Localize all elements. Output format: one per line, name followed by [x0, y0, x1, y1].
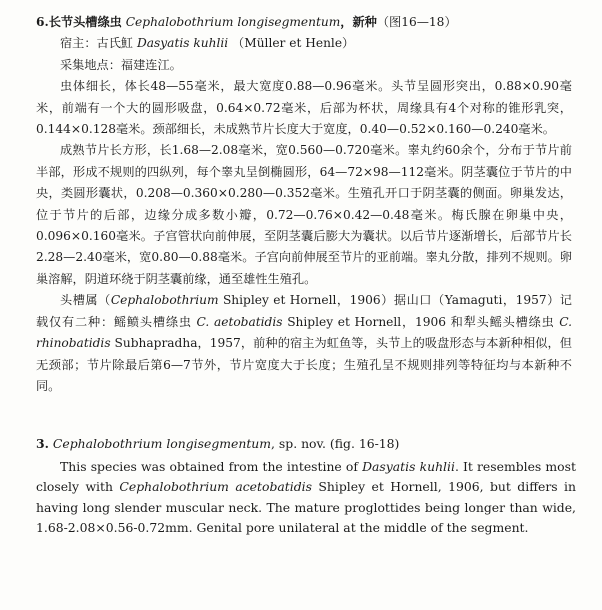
- description-paragraph-1: 虫体细长，体长48—55毫米，最大宽度0.88—0.96毫米。头节呈圆形突出，0.88×0.90毫米，前端有一个大的圆形吸盘，0.64×0.72毫米，后部为杯状，周缘具有4个对称的锥形乳突，0.144×0.128毫米。颈部细长，未成熟节片长度大于宽度，0.40—0.52×0.160—0.240毫米。: [36, 79, 572, 137]
- host-label: 宿主：古氏魟: [60, 36, 134, 51]
- discussion-text-d: Subhapradha，1957，前种的宿主为虹鱼等，头节上的吸盘形态与本新种相似，但无颈部；节片除最后第6—7节外，节片宽度大于长度；生殖孔呈不规则排列等特征均与本新种不同。: [36, 336, 572, 393]
- species-aetobatidis: C. aetobatidis: [196, 314, 283, 329]
- species-status: ，新种: [340, 15, 377, 29]
- host-authority: （Müller et Henle）: [232, 36, 355, 51]
- summary-species-latin: Cephalobothrium longisegmentum: [52, 436, 272, 451]
- summary-status: , sp. nov. (fig. 16-18): [271, 436, 400, 451]
- chinese-description: [36, 12, 572, 397]
- english-summary: [36, 434, 576, 538]
- description-paragraph-2: 成熟节片长方形，长1.68—2.08毫米，宽0.560—0.720毫米。睾丸约60余个，分布于节片前半部，形成不规则的四纵列，每个睾丸呈倒椭圆形，64—72×98—112毫米。阴茎囊位于节片的中央，类圆形囊状，0.208—0.360×0.280—0.352毫米。生殖孔开口于阴茎囊的侧面。卵巢发达，位于节片的后部，边缘分成多数小瓣，0.72—0.76×0.42—0.48毫米。梅氏腺在卵巢中央，0.096×0.160毫米。子宫管状向前伸展，至阴茎囊后膨大为囊状。以后节片逐渐增长，后部节片长2.28—2.40毫米，宽0.80—0.88毫米。子宫向前伸展至节片的亚前端。睾丸分散，排列不规则。卵巢溶解，阴道环绕于阴茎囊前缘，通至雄性生殖孔。: [36, 143, 572, 286]
- species-number: 6.: [36, 15, 49, 29]
- species-name-zh: 长节头槽绦虫: [48, 15, 122, 29]
- host-line: [36, 33, 572, 54]
- discussion-paragraph: [36, 290, 572, 397]
- host-latin: Dasyatis kuhlii: [137, 36, 229, 51]
- locality-line: 采集地点：福建连江。: [60, 57, 182, 72]
- summary-paragraph: [36, 457, 576, 538]
- summary-compared-species: Cephalobothrium acetobatidis: [119, 479, 312, 495]
- summary-number: 3.: [36, 436, 49, 451]
- species-rhinobatidis: C. rhinobatidis: [36, 314, 573, 351]
- species-name-latin: Cephalobothrium longisegmentum: [125, 15, 341, 29]
- discussion-text-b: Shipley et Hornell，1906）据山口（Yamaguti，1957）记载仅有二种：鳐鲼头槽绦虫: [36, 293, 572, 329]
- summary-text-c: Shipley et Hornell, 1906, but differs in having long slender muscular neck. The mature proglottides being longer than wide, 1.68-2.08×0.56-0.72mm. Genital pore unilateral at the middle of the segment.: [36, 479, 576, 535]
- summary-text-b: . It resembles most closely with: [36, 459, 576, 495]
- discussion-text-a: 头槽属（: [60, 293, 111, 308]
- species-heading-zh: [36, 12, 572, 33]
- discussion-text-c: Shipley et Hornell，1906 和犁头鳐头槽绦虫: [282, 314, 560, 329]
- summary-host: Dasyatis kuhlii: [362, 459, 455, 475]
- summary-text-a: This species was obtained from the intestine of: [60, 459, 363, 475]
- species-heading-en: [36, 434, 576, 454]
- genus-name: Cephalobothrium: [110, 293, 219, 308]
- figure-reference: （图16—18）: [376, 15, 457, 29]
